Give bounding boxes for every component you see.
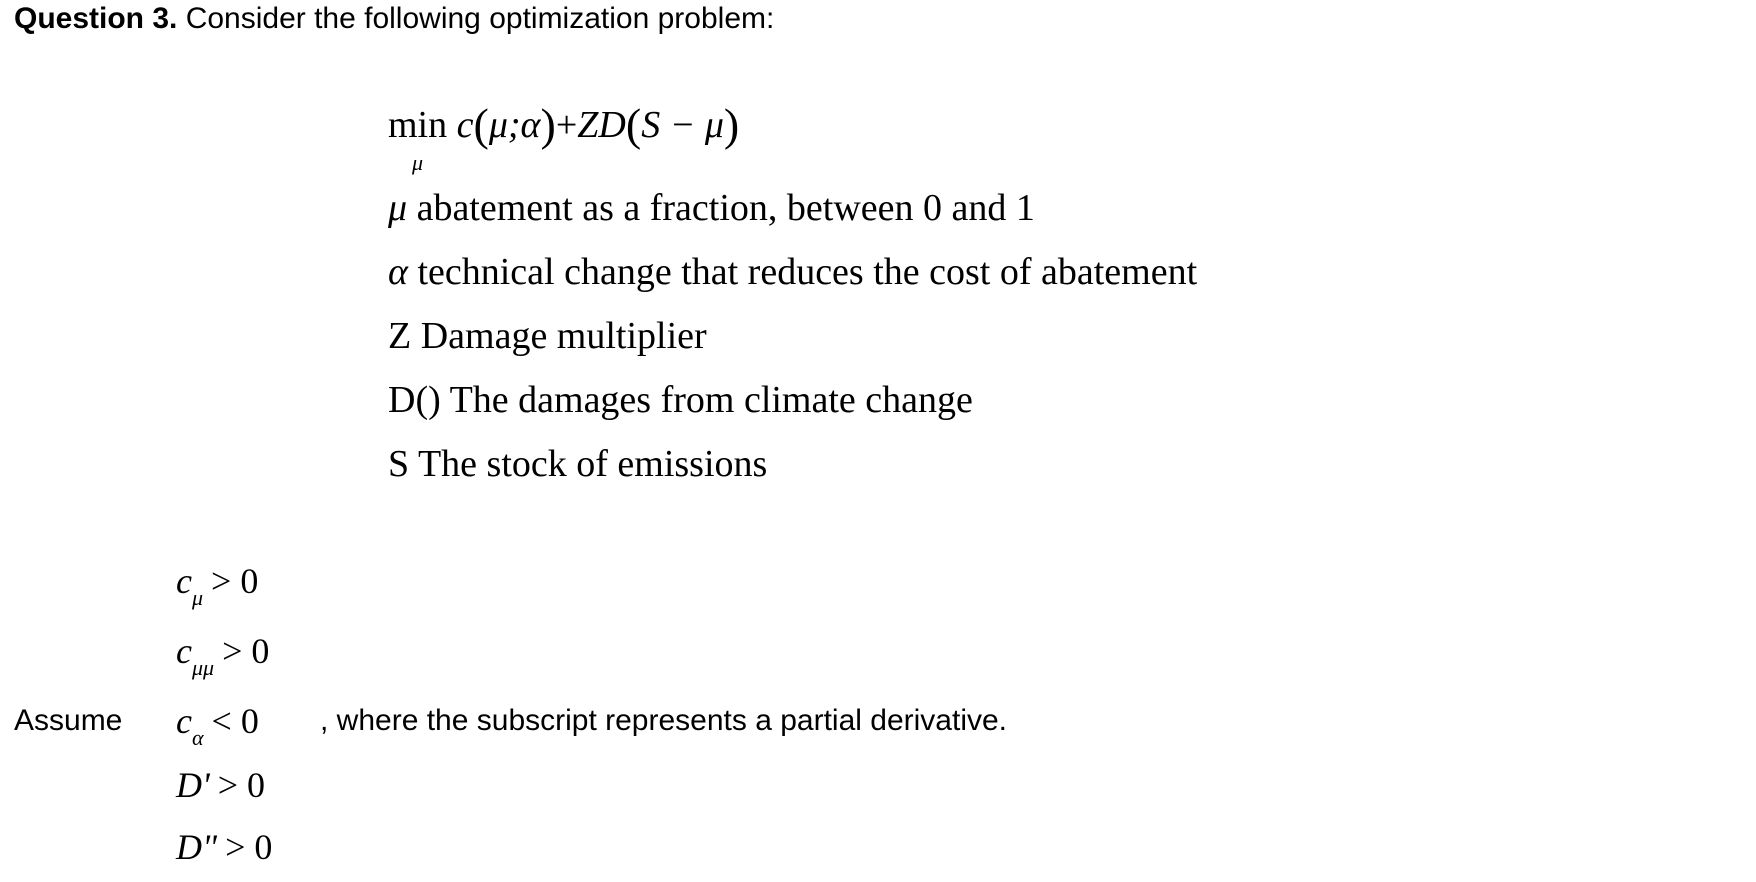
definition-d: D() The damages from climate change bbox=[388, 379, 973, 421]
question-text: Consider the following optimization problem: bbox=[177, 2, 775, 35]
cost-function-args: μ;α bbox=[488, 104, 541, 146]
damage-args: S − μ bbox=[641, 104, 724, 146]
definition-text: abatement as a fraction, between 0 and 1 bbox=[407, 187, 1035, 229]
assumption-c-mumu: $c_{\mu\mu} > 0$ bbox=[176, 631, 270, 680]
definition-mu bbox=[388, 186, 1035, 230]
assumption-c-alpha: $c_\alpha < 0$ bbox=[176, 701, 259, 750]
definition-alpha bbox=[388, 250, 1197, 294]
definition-s: S The stock of emissions bbox=[388, 443, 768, 485]
assumption-d-prime: D' > 0 bbox=[176, 765, 266, 805]
definition-symbol: μ bbox=[388, 187, 408, 229]
definition-z: Z Damage multiplier bbox=[388, 315, 707, 357]
plus-operator: + bbox=[555, 104, 578, 146]
assume-label: Assume bbox=[14, 704, 123, 737]
min-subscript: μ bbox=[412, 150, 424, 175]
objective-function: min c(μ;α)+ZD(S − μ) bbox=[388, 99, 740, 150]
definition-text: technical change that reduces the cost of abatement bbox=[407, 251, 1198, 293]
question-heading bbox=[14, 2, 774, 36]
question-number: Question 3. bbox=[14, 2, 178, 35]
assumption-explanation: , where the subscript represents a partial derivative. bbox=[320, 704, 1007, 737]
assumption-d-double-prime: D" > 0 bbox=[176, 827, 273, 867]
definition-symbol: α bbox=[388, 251, 408, 293]
assumption-c-mu: $c_\mu > 0$ bbox=[176, 561, 259, 610]
damage-term: ZD bbox=[577, 104, 626, 146]
cost-function-symbol: c bbox=[456, 104, 474, 146]
min-operator: min bbox=[388, 104, 448, 146]
